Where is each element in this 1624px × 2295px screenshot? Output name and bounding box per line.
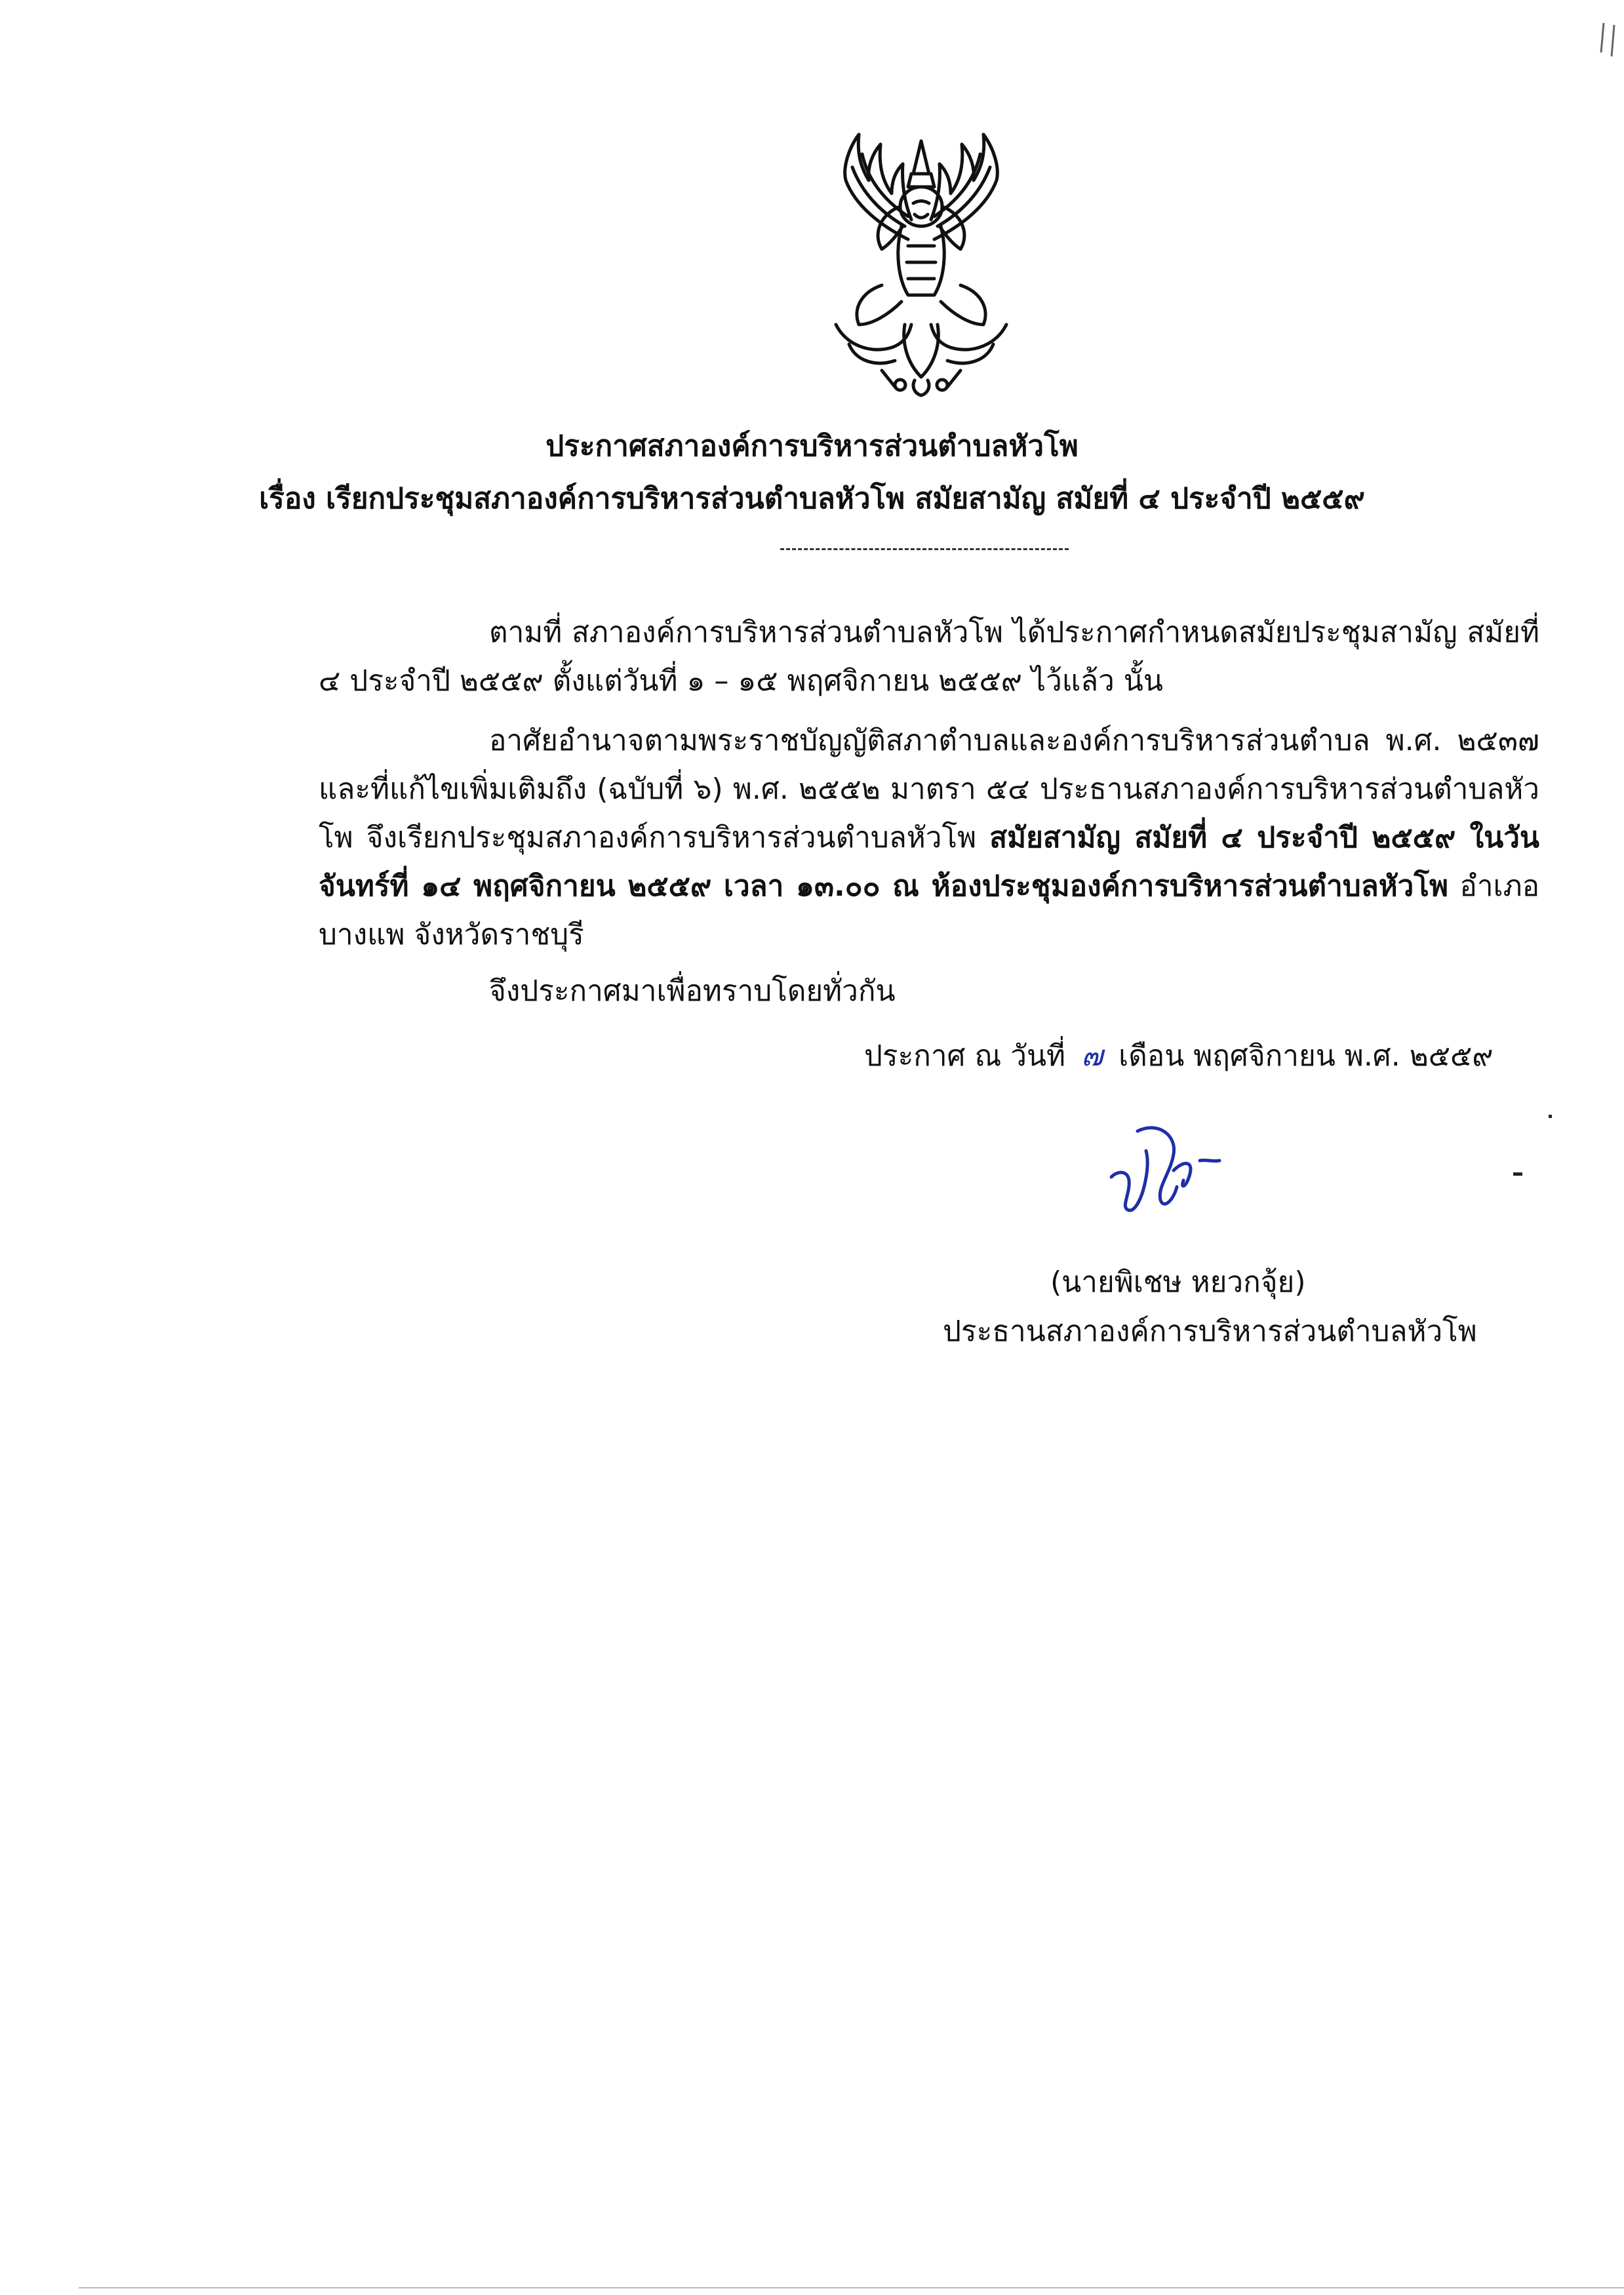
date-day: ๗ [1081,1039,1103,1073]
paragraph-2-bold-text: สมัยสามัญ สมัยที่ ๔ ประจำปี ๒๕๕๙ ในวันจันทร์ที่ ๑๔ พฤศจิกายน ๒๕๕๙ เวลา ๑๓.๐๐ ณ ห้องประชุมองค์การบริหารส่วนตำบลหัวโพ [319,821,1540,903]
paragraph-2-text: อาศัยอำนาจตามพระราชบัญญัติสภาตำบลและองค์การบริหารส่วนตำบล พ.ศ. ๒๕๓๗ และที่แก้ไขเพิ่มเติมถึง (ฉบับที่ ๖) พ.ศ. ๒๕๕๒ มาตรา ๕๔ ประธานสภาองค์การบริหารส่วนตำบลหัวโพ จึงเรียกประชุมสภาองค์การบริหารส่วนตำบลหัวโพ [319,724,1539,854]
scan-speck [1549,1115,1552,1118]
separator-line [780,548,1069,550]
paragraph-2-tail-text: อำเภอบางแพ จังหวัดราชบุรี [319,869,1539,951]
date-suffix: เดือน พฤศจิกายน พ.ศ. ๒๕๕๙ [1119,1039,1494,1073]
scan-speck [1513,1172,1522,1176]
paragraph-2 [319,717,1539,959]
signer-title: ประธานสภาองค์การบริหารส่วนตำบลหัวโพ [943,1315,1477,1348]
scan-bottom-edge [79,2287,1624,2288]
signer-name: (นายพิเชษ หยวกจุ้ย) [1050,1266,1306,1299]
paragraph-3-text: จึงประกาศมาเพื่อทราบโดยทั่วกัน [489,974,896,1008]
garuda-emblem-icon [783,128,1059,400]
date-prefix: ประกาศ ณ วันที่ [864,1039,1066,1073]
paragraph-1-text: ตามที่ สภาองค์การบริหารส่วนตำบลหัวโพ ได้ประกาศกำหนดสมัยประชุมสามัญ สมัยที่ ๔ ประจำปี ๒๕๕๙ ตั้งแต่วันที่ ๑ – ๑๕ พฤศจิกายน ๒๕๕๙ ไว้แล้ว นั้น [319,616,1539,698]
handwritten-signature [1101,1115,1246,1226]
announcement-subject: เรื่อง เรียกประชุมสภาองค์การบริหารส่วนตำบลหัวโพ สมัยสามัญ สมัยที่ ๔ ประจำปี ๒๕๕๙ [259,482,1365,515]
paragraph-3 [319,967,1539,1016]
corner-page-mark [1600,20,1619,59]
announcement-date [864,1033,1494,1079]
announcement-title: ประกาศสภาองค์การบริหารส่วนตำบลหัวโพ [545,429,1079,463]
paragraph-1 [319,609,1539,706]
